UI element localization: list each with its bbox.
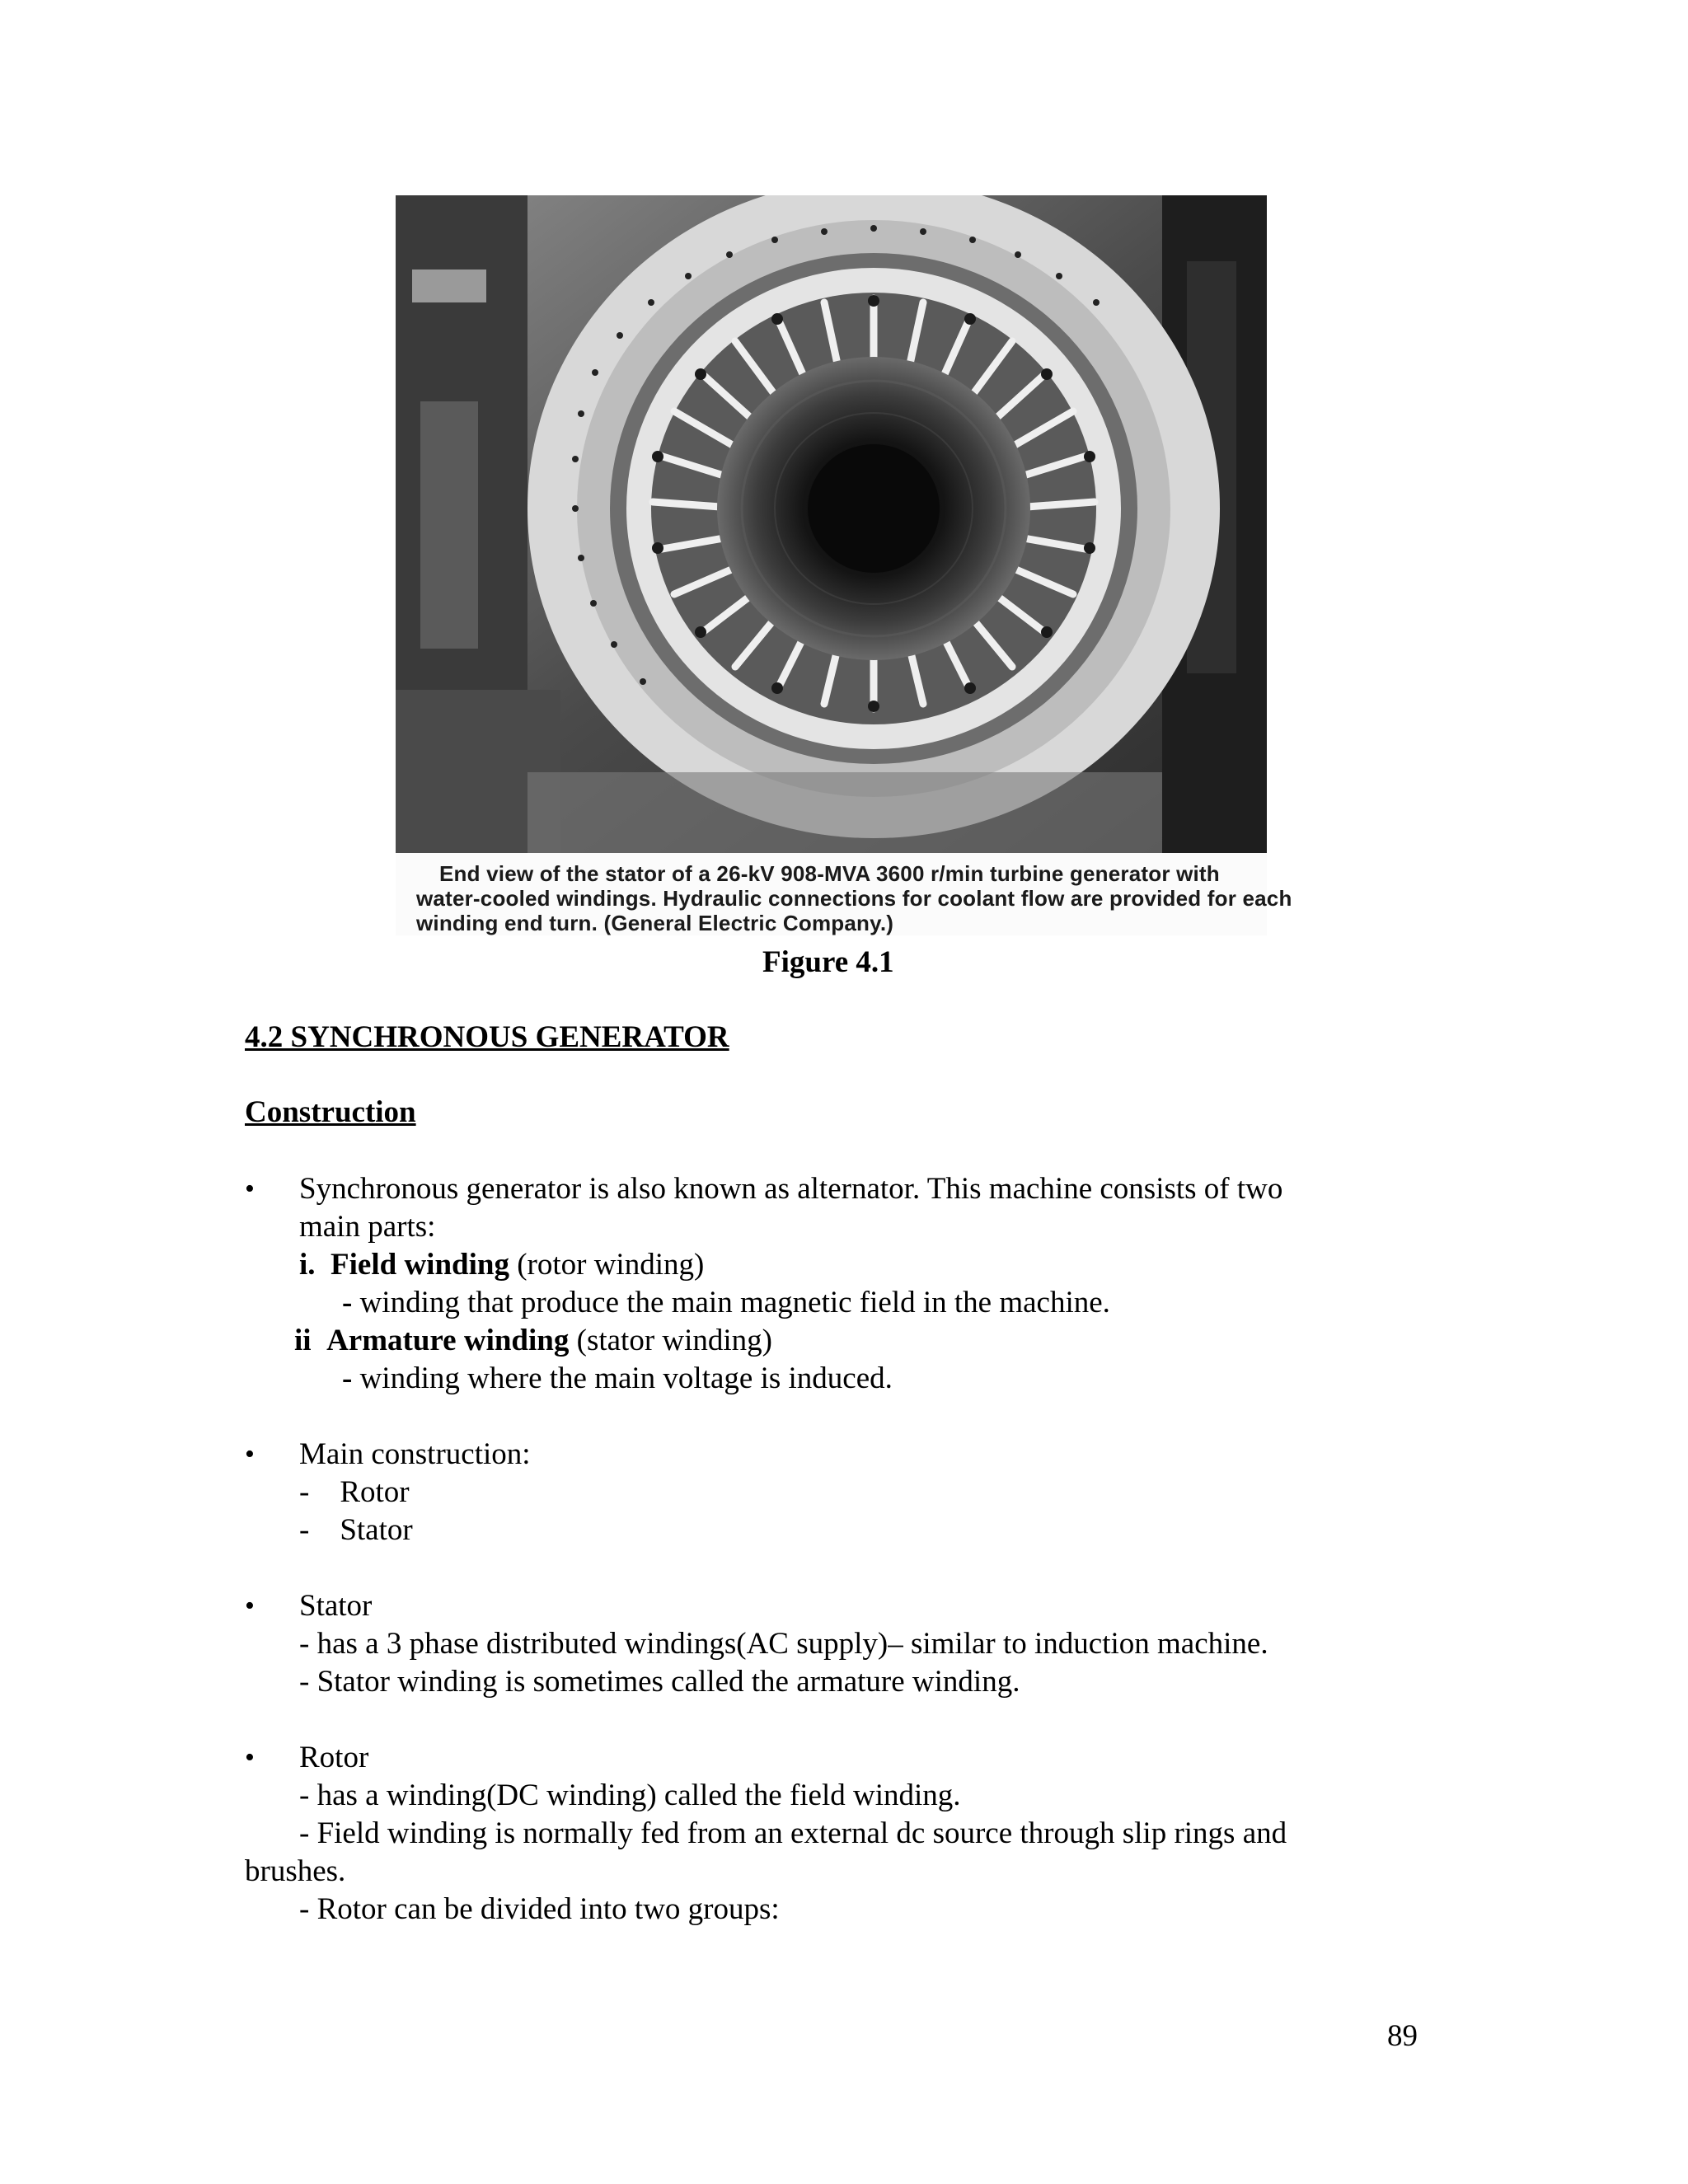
- figure-caption-line: End view of the stator of a 26-kV 908-MVA 3600 r/min turbine generator with: [439, 861, 1220, 886]
- section-subtitle: Construction: [245, 1095, 416, 1129]
- stator-photo-graphic: [396, 195, 1267, 853]
- sub-item-description: [342, 1360, 893, 1398]
- page-number: 89: [1387, 2019, 1418, 2053]
- stator-photo: [396, 195, 1267, 853]
- figure-caption-box: [396, 853, 1292, 935]
- figure-caption-line: water-cooled windings. Hydraulic connections for coolant flow are provided for each: [416, 886, 1292, 911]
- bullet-text: - Stator winding is sometimes called the armature winding.: [299, 1665, 1020, 1699]
- bullet-text: Stator: [299, 1589, 373, 1623]
- list-item-label: Stator: [340, 1513, 413, 1547]
- dash: -: [342, 1361, 353, 1395]
- bullet-text: Main construction:: [299, 1437, 531, 1471]
- term-armature-winding: Armature winding: [326, 1324, 570, 1357]
- term-field-winding: Field winding: [331, 1248, 509, 1282]
- term-note: (rotor winding): [509, 1248, 705, 1282]
- sub-item-number: i.: [299, 1248, 316, 1282]
- sub-item-number: ii: [294, 1324, 312, 1357]
- sub-item-field-winding: [299, 1246, 704, 1284]
- dash: -: [342, 1286, 353, 1319]
- description-text: winding where the main voltage is induced.: [352, 1361, 893, 1395]
- bullet-text: brushes.: [245, 1854, 346, 1888]
- sub-item-armature-winding: [294, 1322, 772, 1360]
- bullet-dot: •: [245, 1174, 255, 1204]
- bullet-text: - has a winding(DC winding) called the field winding.: [299, 1779, 961, 1812]
- bullet-text: main parts:: [299, 1210, 436, 1244]
- list-item: - Stator: [299, 1513, 413, 1547]
- bullet-text: - Field winding is normally fed from an external dc source through slip rings and: [299, 1816, 1287, 1850]
- term-note: (stator winding): [569, 1324, 772, 1357]
- sub-item-description: [342, 1284, 1110, 1322]
- list-item: - Rotor: [299, 1475, 410, 1509]
- list-item-label: Rotor: [340, 1475, 410, 1509]
- figure-label: Figure 4.1: [762, 945, 894, 979]
- bullet-text: - Rotor can be divided into two groups:: [299, 1892, 780, 1926]
- bullet-text: Synchronous generator is also known as alternator. This machine consists of two: [299, 1172, 1283, 1206]
- figure-caption-line: winding end turn. (General Electric Company.): [416, 911, 894, 935]
- bullet-text: Rotor: [299, 1741, 369, 1774]
- bullet-dot: •: [245, 1591, 255, 1621]
- description-text: winding that produce the main magnetic field in the machine.: [352, 1286, 1110, 1319]
- bullet-dot: •: [245, 1439, 255, 1469]
- bullet-dot: •: [245, 1742, 255, 1773]
- bullet-text: - has a 3 phase distributed windings(AC supply)– similar to induction machine.: [299, 1627, 1268, 1661]
- section-title: 4.2 SYNCHRONOUS GENERATOR: [245, 1020, 729, 1054]
